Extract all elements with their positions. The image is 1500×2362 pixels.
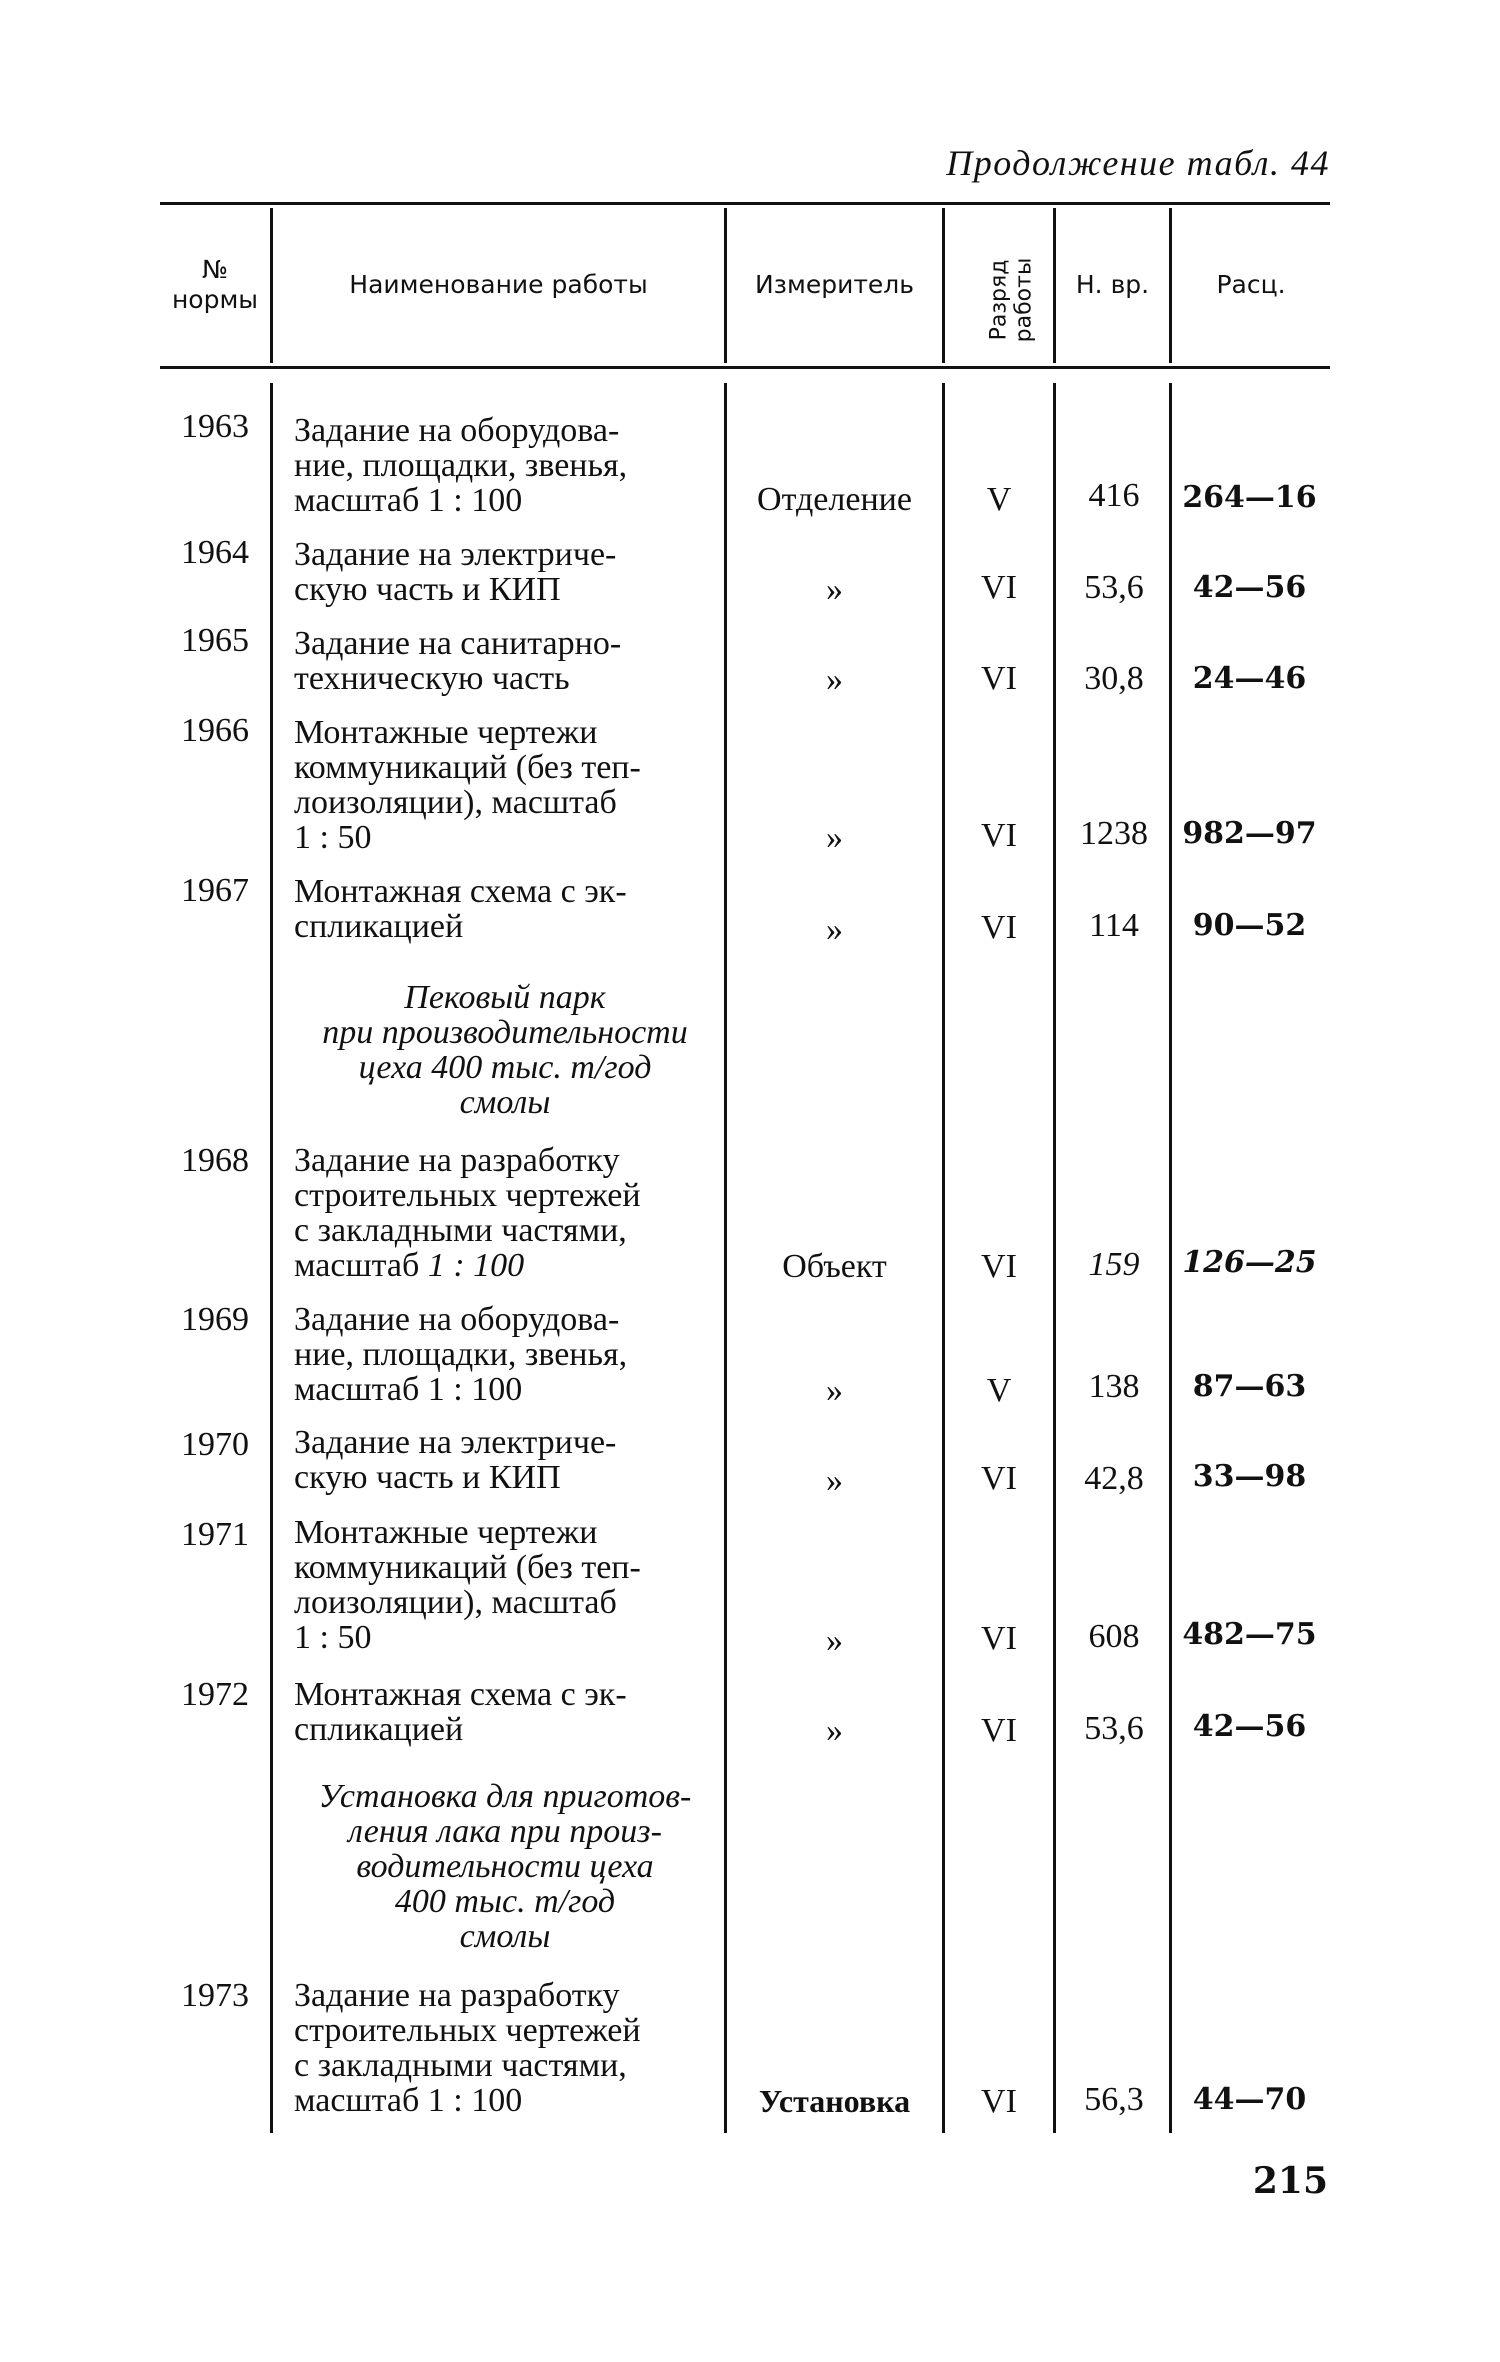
norm-time-cell: 159 [1088, 1246, 1140, 1283]
header-rate: Расц. [1216, 270, 1286, 299]
row-number: 1967 [181, 872, 249, 909]
category-cell: VI [981, 1460, 1017, 1497]
rate-cell: 482—75 [1182, 1617, 1317, 1652]
row-number: 1964 [181, 534, 249, 571]
rate-cell: 264—16 [1182, 480, 1317, 515]
category-cell: V [986, 481, 1012, 518]
work-description: Задание на оборудова- ние, площадки, звенья, масштаб 1 : 100 [294, 1301, 628, 1408]
row-number: 1966 [181, 712, 249, 749]
norm-time-cell: 416 [1088, 477, 1140, 514]
measure-cell: » [826, 1462, 843, 1499]
work-description: Монтажные чертежи коммуникаций (без теп- лоизоляции), масштаб 1 : 50 [294, 714, 641, 856]
measure-cell: » [826, 1372, 843, 1409]
measure-cell: » [826, 661, 843, 698]
header-measure: Измеритель [754, 270, 914, 299]
table-continuation-caption: Продолжение табл. 44 [946, 143, 1330, 183]
measure-cell: » [826, 1622, 843, 1659]
page-number: 215 [1252, 2160, 1328, 2202]
rate-cell: 87—63 [1192, 1369, 1307, 1404]
rate-cell: 126—25 [1182, 1245, 1317, 1280]
work-description: Задание на разработку строительных чертежей с закладными частями, масштаб 1 : 100 [294, 1142, 641, 1284]
section-subheading: Установка для приготов- ления лака при произ- водительности цеха 400 тыс. т/год смолы [318, 1778, 692, 1955]
rate-cell: 24—46 [1192, 661, 1307, 696]
norm-time-cell: 1238 [1080, 815, 1148, 852]
measure-cell: » [826, 911, 843, 948]
norm-time-cell: 138 [1088, 1368, 1140, 1405]
category-cell: VI [981, 817, 1017, 854]
measure-cell: » [826, 819, 843, 856]
table-header-rule [160, 366, 1330, 369]
section-subheading: Пековый парк при производительности цеха 400 тыс. т/год смолы [322, 979, 688, 1121]
work-description: Задание на оборудова- ние, площадки, звенья, масштаб 1 : 100 [294, 412, 628, 519]
norm-time-cell: 56,3 [1084, 2081, 1144, 2118]
row-number: 1969 [181, 1301, 249, 1338]
category-cell: VI [981, 569, 1017, 606]
rate-cell: 33—98 [1192, 1459, 1307, 1494]
work-description: Монтажные чертежи коммуникаций (без теп- лоизоляции), масштаб 1 : 50 [294, 1514, 641, 1656]
header-work-name: Наименование работы [349, 270, 648, 299]
norm-time-cell: 114 [1089, 907, 1139, 944]
work-description: Задание на разработку строительных чертежей с закладными частями, масштаб 1 : 100 [294, 1977, 641, 2119]
row-number: 1965 [181, 622, 249, 659]
work-description: Задание на электриче- скую часть и КИП [294, 1424, 617, 1496]
header-category-label: Разряд работы [986, 257, 1037, 343]
norm-time-cell: 608 [1088, 1618, 1140, 1655]
category-cell: VI [981, 2083, 1017, 2120]
column-divider [942, 208, 945, 363]
norm-time-cell: 42,8 [1084, 1460, 1144, 1497]
rate-cell: 90—52 [1192, 908, 1307, 943]
measure-cell: » [826, 1712, 843, 1749]
measure-cell: Установка [758, 2083, 911, 2119]
rate-cell: 982—97 [1182, 816, 1317, 851]
row-number: 1971 [181, 1516, 249, 1553]
norm-time-cell: 30,8 [1084, 660, 1144, 697]
row-number: 1968 [181, 1142, 249, 1179]
category-cell: VI [981, 1712, 1017, 1749]
norm-time-cell: 53,6 [1084, 1710, 1144, 1747]
work-description: Монтажная схема с эк- спликацией [294, 1676, 627, 1748]
rate-cell: 44—70 [1192, 2082, 1307, 2117]
category-cell: VI [981, 660, 1017, 697]
column-divider [270, 383, 273, 2133]
measure-cell: Объект [782, 1248, 887, 1285]
work-description: Монтажная схема с эк- спликацией [294, 873, 627, 945]
header-category [986, 257, 1037, 343]
header-norm-time: Н. вр. [1075, 270, 1150, 299]
category-cell: VI [981, 1248, 1017, 1285]
category-cell: VI [981, 1620, 1017, 1657]
work-description: Задание на санитарно- техническую часть [294, 625, 622, 697]
row-number: 1973 [181, 1977, 249, 2014]
category-cell: V [986, 1372, 1012, 1409]
rate-cell: 42—56 [1192, 1709, 1307, 1744]
category-cell: VI [981, 909, 1017, 946]
row-number: 1963 [181, 408, 249, 445]
rate-cell: 42—56 [1192, 570, 1307, 605]
row-number: 1970 [181, 1426, 249, 1463]
norm-time-cell: 53,6 [1084, 569, 1144, 606]
work-description: Задание на электриче- скую часть и КИП [294, 536, 617, 608]
measure-cell: » [826, 571, 843, 608]
row-number: 1972 [181, 1676, 249, 1713]
header-norm-number: № нормы [171, 255, 259, 314]
measure-cell: Отделение [757, 481, 912, 518]
